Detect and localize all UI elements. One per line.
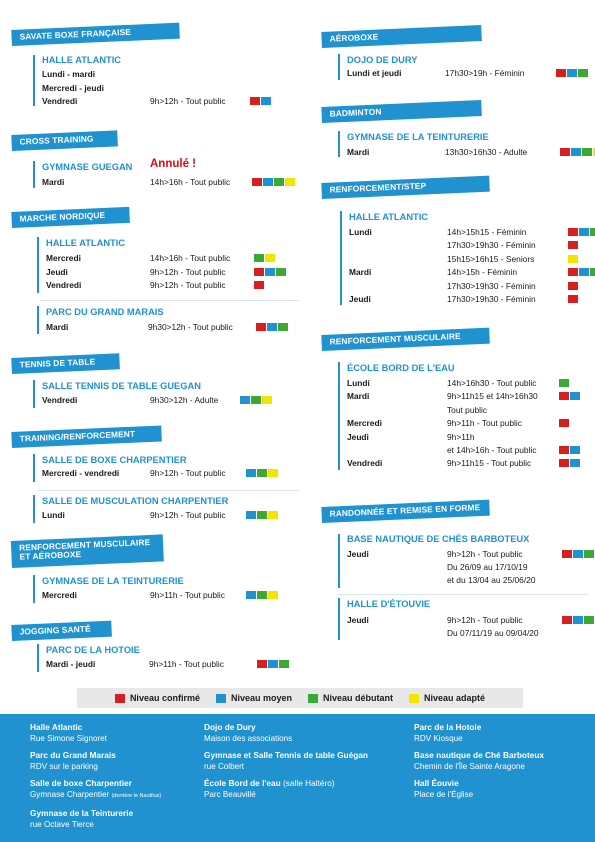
venue-address-name (414, 722, 594, 733)
level-indicators (246, 511, 279, 519)
schedule-time: 9h>12h - Tout public (150, 266, 226, 277)
venue-address-line (30, 819, 200, 830)
venue-name: ÉCOLE BORD DE L'EAU (347, 363, 455, 373)
venue-address-line-text: Chemin de l'Île Sainte Aragone (414, 762, 525, 771)
venue-address-name (30, 750, 200, 761)
schedule-row (42, 394, 312, 406)
level-confirmed-swatch (568, 282, 578, 290)
level-indicators (568, 295, 579, 303)
schedule-time: et 14h>16h - Tout public (447, 445, 537, 455)
level-adapted-swatch (268, 469, 278, 477)
schedule-time: Tout public (447, 404, 488, 415)
venue-address-name (30, 808, 200, 819)
legend-swatch (409, 694, 419, 703)
section-banner: RENFORCEMENT MUSCULAIRE (321, 328, 490, 351)
level-medium-swatch (570, 392, 580, 400)
level-indicators (556, 69, 589, 77)
level-medium-swatch (579, 228, 589, 236)
schedule-row (347, 444, 595, 456)
schedule-time: 9h30>12h - Tout public (148, 322, 233, 332)
level-indicators (559, 379, 570, 387)
legend-swatch (216, 694, 226, 703)
level-indicators (254, 268, 287, 276)
schedule-row (347, 377, 595, 389)
section-banner: RANDONNÉE ET REMISE EN FORME (321, 500, 490, 523)
schedule-day: Mercredi - jeudi (42, 82, 104, 93)
schedule-time: 14h>16h30 - Tout public (447, 378, 537, 388)
schedule-row (46, 321, 316, 333)
venue-address (414, 750, 594, 772)
level-beginner-swatch (274, 178, 284, 186)
cancelled-notice: Annulé ! (150, 158, 196, 170)
schedule-row (349, 280, 595, 292)
accent-bar (37, 644, 39, 672)
level-medium-swatch (267, 323, 277, 331)
schedule-time: 9h30>12h - Adulte (150, 395, 219, 405)
schedule-row (42, 82, 312, 94)
level-confirmed-swatch (250, 97, 260, 105)
venue-address-note: (derrière le Nautilus) (111, 793, 162, 799)
schedule-day: Mardi (42, 177, 65, 187)
schedule-row (347, 561, 595, 573)
footer-column-2 (204, 722, 404, 806)
level-beginner-swatch (590, 268, 595, 276)
level-confirmed-swatch (559, 446, 569, 454)
venue-address-line (30, 761, 200, 772)
accent-bar (33, 380, 35, 408)
venue-name: HALLE D'ÉTOUVIE (347, 599, 431, 609)
level-confirmed-swatch (254, 268, 264, 276)
schedule-day: Vendredi (46, 280, 82, 290)
legend-item (409, 693, 485, 703)
schedule-time: 14h>16h - Tout public (150, 253, 231, 263)
level-beginner-swatch (278, 323, 288, 331)
schedule-time: 17h30>19h - Féminin (445, 68, 525, 78)
legend-swatch (115, 694, 125, 703)
level-indicators (246, 591, 279, 599)
schedule-row (42, 95, 312, 107)
level-indicators (256, 323, 289, 331)
level-beginner-swatch (276, 268, 286, 276)
schedule-time: 17h30>19h30 - Féminin (447, 240, 536, 251)
venue-address-name-text: Hall Éouvie (414, 778, 459, 788)
section-banner: RENFORCEMENT MUSCULAIRE ET AÉROBOXE (11, 534, 164, 568)
level-medium-swatch (246, 591, 256, 599)
schedule-row (42, 68, 312, 80)
venue-name: SALLE TENNIS DE TABLE GUEGAN (42, 381, 201, 391)
level-indicators (252, 178, 296, 186)
level-confirmed-swatch (257, 660, 267, 668)
venue-address (204, 750, 404, 772)
venue-address-line (204, 761, 404, 772)
venue-address-name-sub: (salle Haltéro) (282, 778, 335, 788)
level-indicators (568, 241, 579, 249)
schedule-day: Mardi (46, 322, 69, 332)
venue-address-name (204, 722, 404, 733)
schedule-row (349, 293, 595, 305)
schedule-row (42, 467, 312, 479)
legend-item (308, 693, 393, 703)
level-beginner-swatch (582, 148, 592, 156)
venue-address-name (204, 750, 404, 761)
venue-name: PARC DU GRAND MARAIS (46, 307, 164, 317)
level-confirmed-swatch (568, 228, 578, 236)
level-indicators (559, 392, 581, 400)
schedule-time: 9h>11h - Tout public (149, 659, 224, 669)
schedule-day: Mercredi - vendredi (42, 468, 120, 478)
level-medium-swatch (263, 178, 273, 186)
schedule-row (347, 431, 595, 443)
schedule-time: 9h>12h - Tout public (150, 280, 226, 290)
venue-address (204, 778, 404, 800)
level-indicators (254, 254, 276, 262)
accent-bar (338, 598, 340, 640)
schedule-row (349, 266, 595, 278)
venue-address-name-text: Dojo de Dury (204, 722, 256, 732)
level-medium-swatch (567, 69, 577, 77)
level-medium-swatch (570, 446, 580, 454)
schedule-time: 9h>11h15 et 14h>16h30 (447, 391, 538, 402)
accent-bar (33, 495, 35, 523)
divider (338, 594, 588, 595)
venue-address-line (414, 733, 594, 744)
level-medium-swatch (268, 660, 278, 668)
venue-name: GYMNASE DE LA TEINTURERIE (347, 132, 489, 142)
schedule-row (347, 614, 595, 626)
venue-name: BASE NAUTIQUE DE CHÈS BARBOTEUX (347, 534, 530, 544)
level-confirmed-swatch (559, 459, 569, 467)
schedule-time: et du 13/04 au 25/06/20 (447, 575, 536, 585)
venue-address-name-text: Gymnase de la Teinturerie (30, 808, 134, 818)
schedule-row (347, 67, 595, 79)
venue-address-line-text: rue Octave Tierce (30, 820, 94, 829)
level-beginner-swatch (257, 591, 267, 599)
venue-address (30, 722, 200, 744)
venue-address-name-text: Salle de boxe Charpentier (30, 778, 132, 788)
level-confirmed-swatch (568, 241, 578, 249)
legend-swatch (308, 694, 318, 703)
schedule-row (347, 417, 595, 429)
schedule-row (46, 252, 316, 264)
legend-label: Niveau confirmé (129, 693, 200, 703)
schedule-day: Jeudi (46, 266, 68, 277)
venue-address-name-text: École Bord de l'eau (204, 778, 281, 788)
level-medium-swatch (570, 459, 580, 467)
level-medium-swatch (261, 97, 271, 105)
venue-address-name (30, 778, 200, 789)
schedule-row (349, 226, 595, 238)
level-confirmed-swatch (252, 178, 262, 186)
footer-column-1 (30, 722, 200, 836)
venue-address-line-text: Gymnase Charpentier (30, 790, 110, 799)
venue-address-name-text: Parc de la Hotoie (414, 722, 482, 732)
venue-address-name (30, 722, 200, 733)
level-indicators (250, 97, 272, 105)
schedule-time: 15h15>16h15 - Seniors (447, 253, 535, 264)
level-beginner-swatch (257, 511, 267, 519)
schedule-day: Mardi (347, 147, 370, 157)
schedule-time: 9h>11h (447, 431, 475, 442)
venue-name: SALLE DE MUSCULATION CHARPENTIER (42, 496, 229, 506)
section-banner: BADMINTON (321, 100, 482, 123)
level-indicators (568, 282, 579, 290)
venue-address-line (30, 789, 200, 802)
level-medium-swatch (246, 511, 256, 519)
level-indicators (559, 459, 581, 467)
level-indicators (562, 616, 595, 624)
schedule-row (46, 658, 316, 670)
schedule-time: 9h>12h - Tout public (150, 96, 226, 106)
level-confirmed-swatch (568, 268, 578, 276)
schedule-time: Du 26/09 au 17/10/19 (447, 562, 528, 572)
venue-address-line-text: Place de l'Église (414, 790, 474, 799)
level-confirmed-swatch (562, 616, 572, 624)
schedule-row (46, 266, 316, 278)
venue-address-line-text: Maison des associations (204, 734, 293, 743)
schedule-row (349, 253, 595, 265)
accent-bar (338, 534, 340, 588)
schedule-row (347, 404, 595, 416)
level-beginner-swatch (254, 254, 264, 262)
level-medium-swatch (573, 616, 583, 624)
venue-address-line (204, 789, 404, 800)
divider (38, 490, 300, 491)
schedule-time: 17h30>19h30 - Féminin (447, 280, 536, 291)
accent-bar (340, 211, 342, 305)
section-banner: CROSS TRAINING (11, 130, 118, 151)
schedule-time: 17h30>19h30 - Féminin (447, 294, 536, 304)
schedule-day: Jeudi (349, 294, 371, 304)
schedule-day: Mercredi (347, 418, 382, 429)
schedule-row (347, 627, 595, 639)
venue-name: GYMNASE DE LA TEINTURERIE (42, 576, 184, 586)
venue-address-line-text: rue Colbert (204, 762, 245, 771)
schedule-day: Jeudi (347, 549, 369, 559)
section-banner: TENNIS DE TABLE (11, 353, 120, 374)
schedule-row (349, 239, 595, 251)
venue-name: SALLE DE BOXE CHARPENTIER (42, 455, 187, 465)
legend-label: Niveau moyen (230, 693, 292, 703)
schedule-row (347, 146, 595, 158)
level-medium-swatch (579, 268, 589, 276)
venue-address (30, 808, 200, 830)
venue-address-line-text: Parc Beauvillé (204, 790, 256, 799)
venue-address-name (414, 778, 594, 789)
venue-address (30, 750, 200, 772)
venue-address (414, 722, 594, 744)
schedule-row (42, 589, 312, 601)
schedule-row (46, 279, 316, 291)
level-indicators (562, 550, 595, 558)
level-medium-swatch (246, 469, 256, 477)
level-beginner-swatch (584, 616, 594, 624)
level-confirmed-swatch (556, 69, 566, 77)
schedule-day: Vendredi (347, 458, 383, 469)
level-indicators (559, 446, 581, 454)
schedule-day: Mercredi (42, 590, 77, 600)
level-confirmed-swatch (256, 323, 266, 331)
level-adapted-swatch (568, 255, 578, 263)
accent-bar (33, 575, 35, 603)
venue-name: PARC DE LA HOTOIE (46, 645, 140, 655)
level-confirmed-swatch (559, 419, 569, 427)
venue-addresses-footer (0, 714, 595, 842)
schedule-day: Jeudi (347, 431, 369, 442)
section-banner: AÉROBOXE (321, 25, 482, 48)
schedule-day: Lundi (349, 227, 372, 237)
venue-address-line (204, 733, 404, 744)
accent-bar (33, 161, 35, 188)
venue-address-line (414, 761, 594, 772)
schedule-time: 14h>16h - Tout public (150, 177, 231, 187)
section-banner: TRAINING/RENFORCEMENT (11, 425, 162, 448)
legend-label: Niveau débutant (323, 693, 394, 703)
venue-address-line-text: Rue Simone Signoret (30, 734, 107, 743)
schedule-day: Lundi - mardi (42, 69, 96, 79)
level-confirmed-swatch (562, 550, 572, 558)
schedule-day: Lundi et jeudi (347, 68, 402, 78)
schedule-time: 9h>12h - Tout public (150, 510, 226, 520)
section-banner: MARCHE NORDIQUE (11, 207, 130, 228)
schedule-day: Mardi - jeudi (46, 659, 96, 669)
accent-bar (33, 55, 35, 106)
schedule-time: 13h30>16h30 - Adulte (445, 147, 528, 157)
schedule-row (347, 548, 595, 560)
accent-bar (37, 237, 39, 293)
venue-address (414, 778, 594, 800)
venue-address-line (414, 789, 594, 800)
schedule-day: Jeudi (347, 615, 369, 625)
schedule-row (42, 509, 312, 521)
accent-bar (37, 306, 39, 334)
legend-item (216, 693, 292, 703)
venue-address-name-text: Gymnase et Salle Tennis de table Guégan (204, 750, 368, 760)
accent-bar (33, 454, 35, 482)
level-beginner-swatch (251, 396, 261, 404)
schedule-time: Du 07/11/19 au 09/04/20 (447, 628, 539, 638)
level-confirmed-swatch (560, 148, 570, 156)
venue-address-line (30, 733, 200, 744)
level-indicators (246, 469, 279, 477)
level-medium-swatch (573, 550, 583, 558)
level-adapted-swatch (268, 591, 278, 599)
level-confirmed-swatch (568, 295, 578, 303)
schedule-time: 9h>12h - Tout public (150, 468, 226, 478)
level-indicators (568, 228, 595, 236)
schedule-time: 9h>11h - Tout public (150, 590, 225, 600)
level-indicators (568, 255, 579, 263)
schedule-time: 14h>15h - Féminin (447, 267, 518, 278)
level-indicators (254, 281, 265, 289)
schedule-row (42, 176, 312, 188)
venue-address-name (414, 750, 594, 761)
level-beginner-swatch (279, 660, 289, 668)
venue-address-line-text: RDV Kiosque (414, 734, 463, 743)
venue-address-name-text: Base nautique de Ché Barboteux (414, 750, 545, 760)
venue-address-line-text: RDV sur le parking (30, 762, 98, 771)
level-medium-swatch (571, 148, 581, 156)
venue-address (204, 722, 404, 744)
level-medium-swatch (265, 268, 275, 276)
legend-item (115, 693, 200, 703)
venue-address (30, 778, 200, 802)
level-beginner-swatch (590, 228, 595, 236)
level-adapted-swatch (262, 396, 272, 404)
schedule-day: Mercredi (46, 253, 81, 263)
accent-bar (338, 131, 340, 157)
accent-bar (338, 362, 340, 470)
level-adapted-swatch (265, 254, 275, 262)
schedule-row (347, 574, 595, 586)
level-legend (77, 688, 523, 708)
schedule-day: Lundi (347, 378, 370, 388)
level-indicators (559, 419, 570, 427)
level-indicators (240, 396, 273, 404)
accent-bar (338, 54, 340, 80)
section-banner: JOGGING SANTÉ (11, 621, 112, 641)
schedule-day: Mardi (347, 391, 370, 402)
schedule-time: 9h>12h - Tout public (447, 615, 523, 625)
level-adapted-swatch (268, 511, 278, 519)
schedule-time: 9h>12h - Tout public (447, 549, 523, 559)
schedule-row (347, 390, 595, 402)
schedule-day: Vendredi (42, 395, 78, 405)
venue-name: GYMNASE GUEGAN (42, 162, 133, 172)
section-banner: RENFORCEMENT/STEP (321, 176, 490, 199)
schedule-time: 9h>11h - Tout public (447, 418, 522, 429)
legend-label: Niveau adapté (424, 693, 486, 703)
venue-name: DOJO DE DURY (347, 55, 418, 65)
venue-name: HALLE ATLANTIC (46, 238, 126, 248)
schedule-row (347, 457, 595, 469)
level-beginner-swatch (257, 469, 267, 477)
schedule-day: Vendredi (42, 96, 78, 106)
level-confirmed-swatch (559, 392, 569, 400)
schedule-day: Lundi (42, 510, 65, 520)
footer-column-3 (414, 722, 594, 806)
venue-address-name-text: Halle Atlantic (30, 722, 83, 732)
schedule-time: 9h>11h15 - Tout public (447, 458, 532, 469)
section-banner: SAVATE BOXE FRANÇAISE (11, 23, 180, 46)
level-beginner-swatch (559, 379, 569, 387)
level-indicators (568, 268, 595, 276)
level-indicators (257, 660, 290, 668)
level-confirmed-swatch (254, 281, 264, 289)
level-medium-swatch (240, 396, 250, 404)
divider (40, 300, 300, 301)
schedule-day: Mardi (349, 267, 372, 278)
venue-address-name (204, 778, 404, 789)
venue-address-name-text: Parc du Grand Marais (30, 750, 116, 760)
schedule-time: 14h>15h15 - Féminin (447, 227, 527, 237)
level-indicators (560, 148, 595, 156)
level-beginner-swatch (584, 550, 594, 558)
venue-name: HALLE ATLANTIC (42, 55, 122, 65)
level-adapted-swatch (285, 178, 295, 186)
level-beginner-swatch (578, 69, 588, 77)
venue-name: HALLE ATLANTIC (349, 212, 429, 222)
